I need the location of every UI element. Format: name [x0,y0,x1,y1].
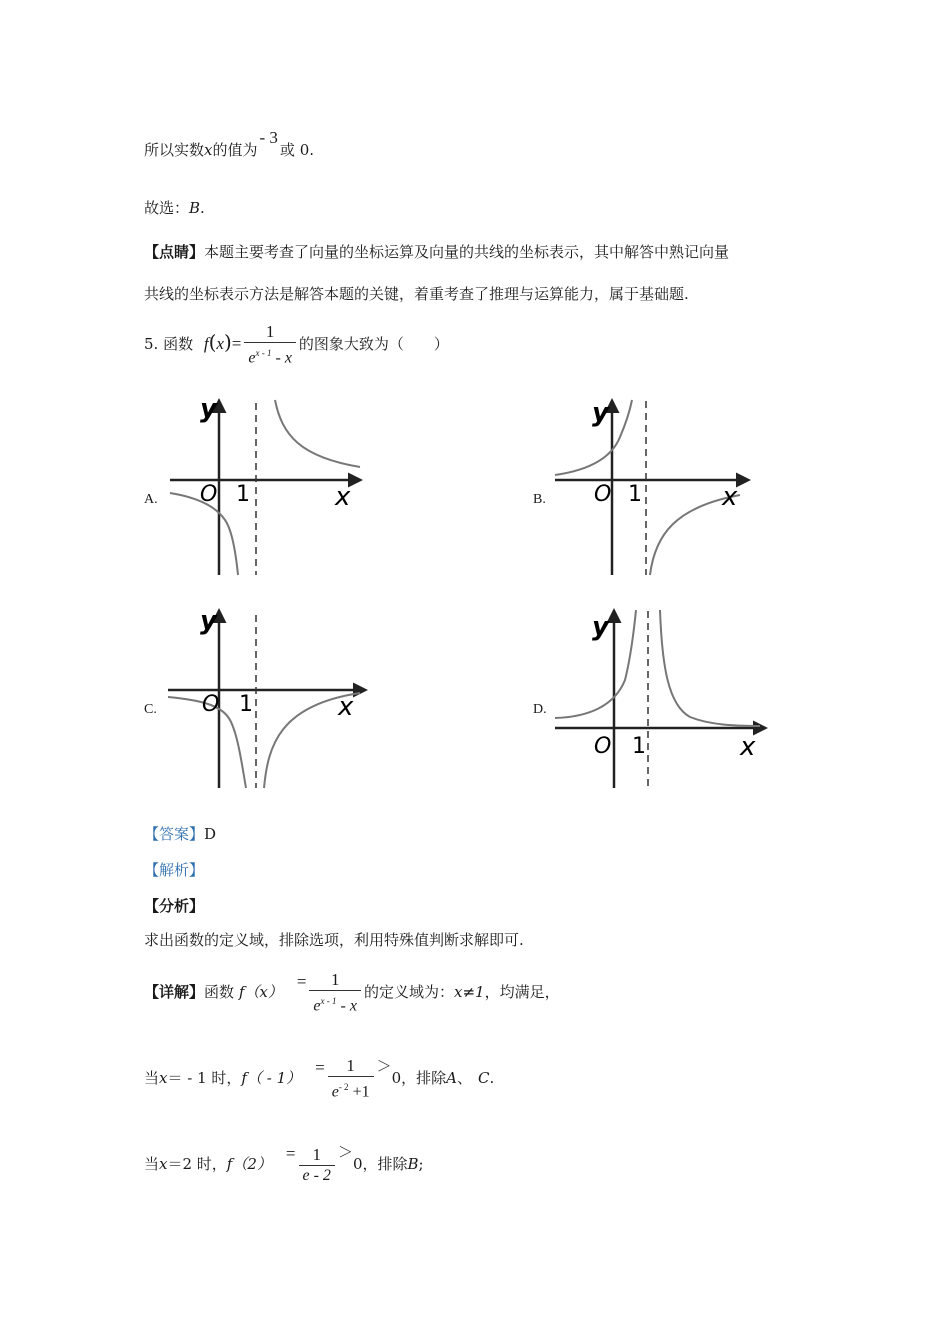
func-f: f（2） [226,1155,272,1173]
question-5 [144,320,449,368]
answer-value: D [204,825,217,843]
dianjing-text: 本题主要考查了向量的坐标运算及向量的共线的坐标表示，其中解答中熟记向量 [204,243,730,261]
fenxi-line [144,896,204,916]
origin-label: O [202,692,220,717]
choice-letter: C [478,1069,490,1088]
dianjing-text: 共线的坐标表示方法是解答本题的关键，着重考查了推理与运算能力，属于基础题. [144,285,689,303]
text-line-choice [144,198,205,218]
text: 的值为 [212,141,258,159]
text: 、 [457,1069,473,1088]
jiexi-tag: 【解析】 [144,861,205,879]
text: 0，排除 [391,1069,447,1088]
paren: ( [208,330,217,354]
func-f: f [203,334,209,353]
dianjing-line-2 [144,284,689,304]
den-rest: - x [340,997,357,1015]
greater-than: ＞ [376,1057,392,1076]
tick-one: 1 [628,482,642,507]
text: ＝2 时， [167,1155,227,1173]
graph-option-c [160,605,370,790]
text: 的定义域为： [363,983,454,1002]
numerator: 1 [265,321,275,341]
den-e: e [331,1083,339,1101]
denominator [244,342,296,368]
text: 所以实数 [144,141,205,159]
y-label: y [200,394,217,424]
x-label: x [335,482,351,512]
domain-cond: x≠1 [453,983,485,1002]
graph-option-a [160,395,370,580]
xiangjie-tag: 【详解】 [144,983,205,1002]
choice-letter: B. [189,199,205,217]
fenxi-tag: 【分析】 [144,897,205,915]
xiangjie-line [144,970,560,1016]
choice-letter: A [446,1069,457,1088]
den-rest: +1 [352,1083,370,1101]
denominator [328,1076,374,1102]
equals: = [296,972,307,992]
tick-one: 1 [236,482,250,507]
dianjing-tag: 【点睛】 [144,243,205,261]
fraction [299,1145,335,1186]
case-x-2 [144,1142,424,1186]
origin-label: O [200,482,218,507]
option-d-label: D. [533,702,547,717]
answer-tag: 【答案】 [144,825,205,843]
equals: = [285,1144,296,1163]
dianjing-line-1 [144,242,729,262]
numerator: 1 [346,1056,355,1075]
y-label: y [592,398,609,428]
question-tail: 的图象大致为（ ） [298,335,449,353]
text: ＝ - 1 时， [167,1069,242,1088]
text: ; [418,1155,424,1173]
case-x-neg1 [144,1056,494,1102]
text: 或 0. [279,141,315,159]
y-label: y [592,612,609,642]
den-sup: x - 1 [320,996,337,1006]
curve-right [275,400,360,467]
fraction [244,322,296,368]
numerator: 1 [330,970,340,989]
choice-letter: B [407,1155,419,1173]
question-number: 5. 函数 [144,335,194,353]
text: 当 [144,1155,160,1173]
graph-option-d [550,605,770,790]
tick-one: 1 [239,692,253,717]
text: . [489,1069,495,1088]
func-f: f（x） [238,983,283,1002]
text: ，均满足， [484,983,560,1002]
equals: = [315,1058,325,1078]
greater-than: ＞ [337,1143,353,1161]
var-x: x [159,1069,168,1088]
origin-label: O [594,482,612,507]
equals: = [231,334,242,353]
x-label: x [740,732,756,762]
text-line-conclusion [144,128,315,160]
denominator: e - 2 [299,1165,335,1186]
y-label: y [200,606,217,636]
curve-right [660,610,760,726]
jiexi-line [144,860,204,880]
fenxi-text: 求出函数的定义域，排除选项，利用特殊值判断求解即可. [144,931,524,949]
numerator: 1 [312,1144,321,1164]
den-rest: - x [275,349,292,367]
text: 故选： [144,199,190,217]
var-x: x [204,141,213,159]
text: 0，排除 [352,1155,408,1173]
option-a-label: A. [144,492,158,507]
option-b-label: B. [533,492,546,507]
var-x: x [216,334,224,353]
option-c-label: C. [144,702,157,717]
den-e: e [313,997,321,1015]
answer-line [144,824,216,844]
x-label: x [722,482,738,512]
value-neg3: - 3 [259,128,278,147]
func-f: f（ - 1） [241,1069,302,1088]
fraction [309,970,361,1016]
origin-label: O [594,734,612,759]
paren: ) [223,330,232,354]
graph-option-b [550,395,760,580]
tick-one: 1 [632,734,646,759]
var-x: x [159,1155,168,1173]
fenxi-text-line [144,930,524,950]
den-e: e [248,349,256,367]
fraction [328,1056,374,1102]
text: 函数 [204,983,235,1002]
text: 当 [144,1069,160,1088]
x-label: x [338,692,354,722]
denominator [309,990,361,1016]
den-sup: x - 1 [255,347,272,358]
den-sup: - 2 [338,1082,349,1092]
